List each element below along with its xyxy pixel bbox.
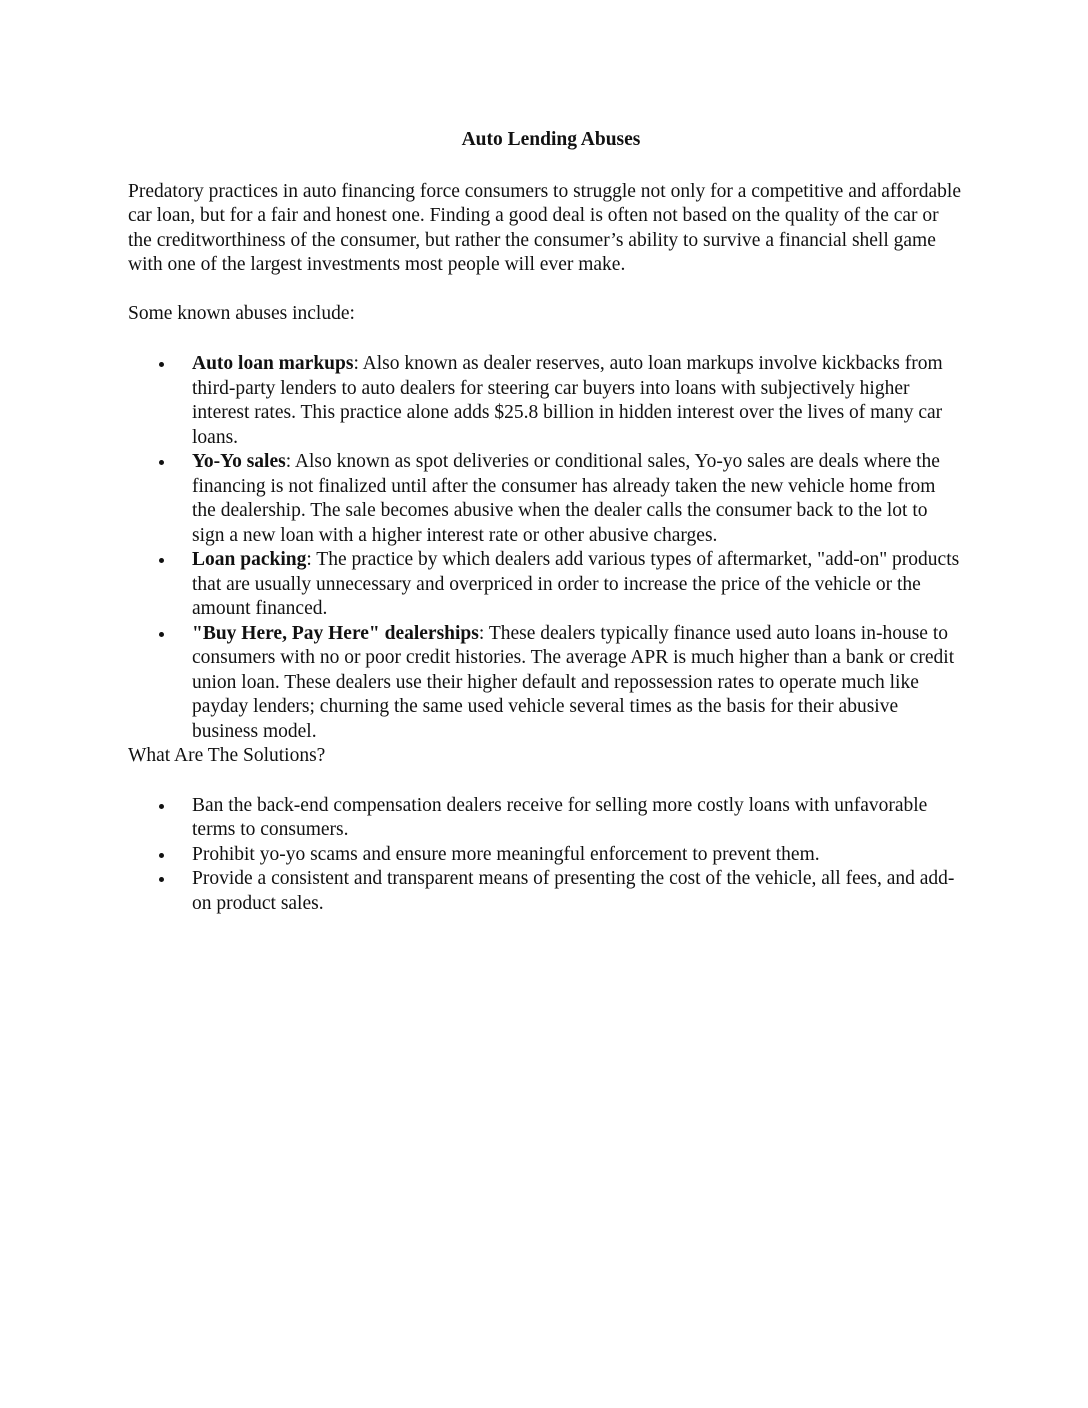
abuse-text: : Also known as spot deliveries or conditional sales, Yo-yo sales are deals where the financing is not finalized until after the consumer has already taken the new vehicle home from the dealership. The sale becomes abusive when the dealer calls the consumer back to the lot to sign a new loan with a higher interest rate or other abusive charges. xyxy=(192,451,940,546)
bullet-icon xyxy=(159,632,164,637)
document-body xyxy=(128,128,964,916)
abuse-term: Yo-Yo sales xyxy=(192,451,286,472)
abuses-lead: Some known abuses include: xyxy=(128,302,355,324)
list-item xyxy=(128,548,964,622)
list-item xyxy=(128,794,964,843)
abuse-text: : These dealers typically finance used auto loans in-house to consumers with no or poor credit histories. The average APR is much higher than a bank or credit union loan. These dealers use their higher default and repossession rates to operate much like payday lenders; churning the same used vehicle several times as the basis for their abusive business model. xyxy=(192,622,955,742)
list-item xyxy=(128,352,964,450)
bullet-icon xyxy=(159,558,164,563)
solution-text: Prohibit yo-yo scams and ensure more meaningful enforcement to prevent them. xyxy=(192,843,820,865)
list-item xyxy=(128,622,964,745)
bullet-icon xyxy=(159,853,164,858)
list-item xyxy=(128,867,964,916)
abuse-term: Loan packing xyxy=(192,549,307,570)
bullet-icon xyxy=(159,362,164,367)
bullet-icon xyxy=(159,877,164,882)
list-item xyxy=(128,843,964,868)
abuse-text: : The practice by which dealers add various types of aftermarket, "add-on" products that are usually unnecessary and overpriced in order to increase the price of the vehicle or the amount financed. xyxy=(192,549,960,619)
solution-text: Provide a consistent and transparent means of presenting the cost of the vehicle, all fees, and add-on product sales. xyxy=(192,868,955,914)
abuse-term: Auto loan markups xyxy=(192,353,354,374)
bullet-icon xyxy=(159,460,164,465)
intro-paragraph: Predatory practices in auto financing force consumers to struggle not only for a competitive and affordable car loan, but for a fair and honest one. Finding a good deal is often not based on the quality of the car or the creditworthiness of the consumer, but rather the consumer’s ability to survive a financial shell game with one of the largest investments most people will ever make. xyxy=(128,180,961,275)
abuse-text: : Also known as dealer reserves, auto loan markups involve kickbacks from third-party lenders to auto dealers for steering car buyers into loans with subjectively higher interest rates. This practice alone adds $25.8 billion in hidden interest over the lives of many car loans. xyxy=(192,353,943,448)
abuses-list xyxy=(128,352,964,744)
list-item xyxy=(128,450,964,548)
abuse-term: "Buy Here, Pay Here" dealerships xyxy=(192,622,479,644)
solutions-list xyxy=(128,794,964,917)
solution-text: Ban the back-end compensation dealers receive for selling more costly loans with unfavorable terms to consumers. xyxy=(192,794,928,840)
document-title: Auto Lending Abuses xyxy=(461,129,641,150)
solutions-heading: What Are The Solutions? xyxy=(128,745,326,766)
bullet-icon xyxy=(159,804,164,809)
